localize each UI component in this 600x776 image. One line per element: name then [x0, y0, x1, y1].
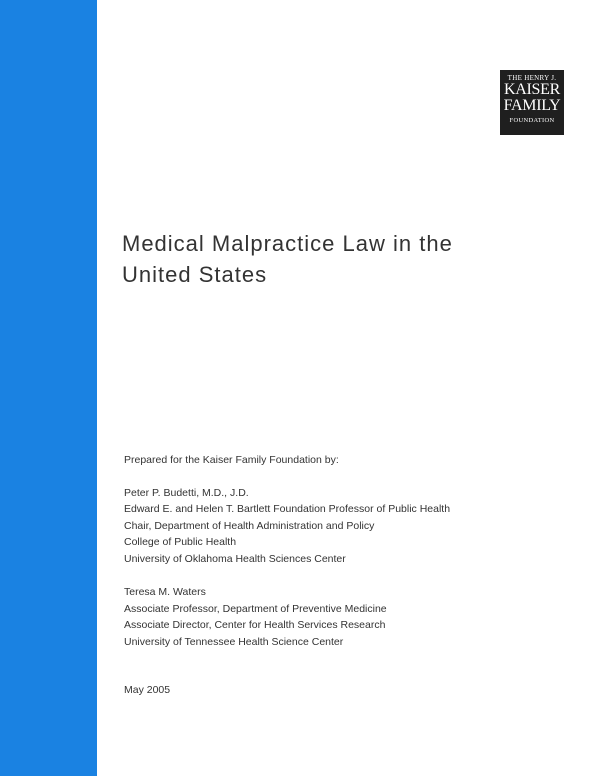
document-title: [122, 228, 542, 290]
logo-line-2: KAISER: [504, 81, 560, 98]
kaiser-family-foundation-logo: [500, 70, 564, 135]
author-affiliation: University of Oklahoma Health Sciences Center: [124, 552, 346, 565]
logo-line-4: FOUNDATION: [509, 117, 555, 124]
credits-block: [124, 452, 564, 650]
author-name: Peter P. Budetti, M.D., J.D.: [124, 486, 249, 499]
publication-date: May 2005: [124, 684, 171, 696]
logo-line-3: FAMILY: [503, 97, 561, 114]
author-affiliation: Associate Professor, Department of Preventive Medicine: [124, 602, 387, 615]
prepared-for-line: Prepared for the Kaiser Family Foundation by:: [124, 454, 339, 466]
author-affiliation: Chair, Department of Health Administration and Policy: [124, 519, 375, 532]
author-affiliation: Edward E. and Helen T. Bartlett Foundation Professor of Public Health: [124, 503, 451, 515]
author-block: [124, 485, 564, 568]
author-affiliation: Associate Director, Center for Health Services Research: [124, 619, 386, 631]
author-affiliation: University of Tennessee Health Science Center: [124, 635, 344, 648]
author-affiliation: College of Public Health: [124, 536, 237, 548]
side-color-bar: [0, 0, 97, 776]
author-name: Teresa M. Waters: [124, 586, 206, 598]
author-block: [124, 584, 564, 650]
logo-line-1: THE HENRY J.: [507, 74, 557, 82]
title-line-2: United States: [122, 262, 268, 287]
title-line-1: Medical Malpractice Law in the: [122, 231, 453, 256]
